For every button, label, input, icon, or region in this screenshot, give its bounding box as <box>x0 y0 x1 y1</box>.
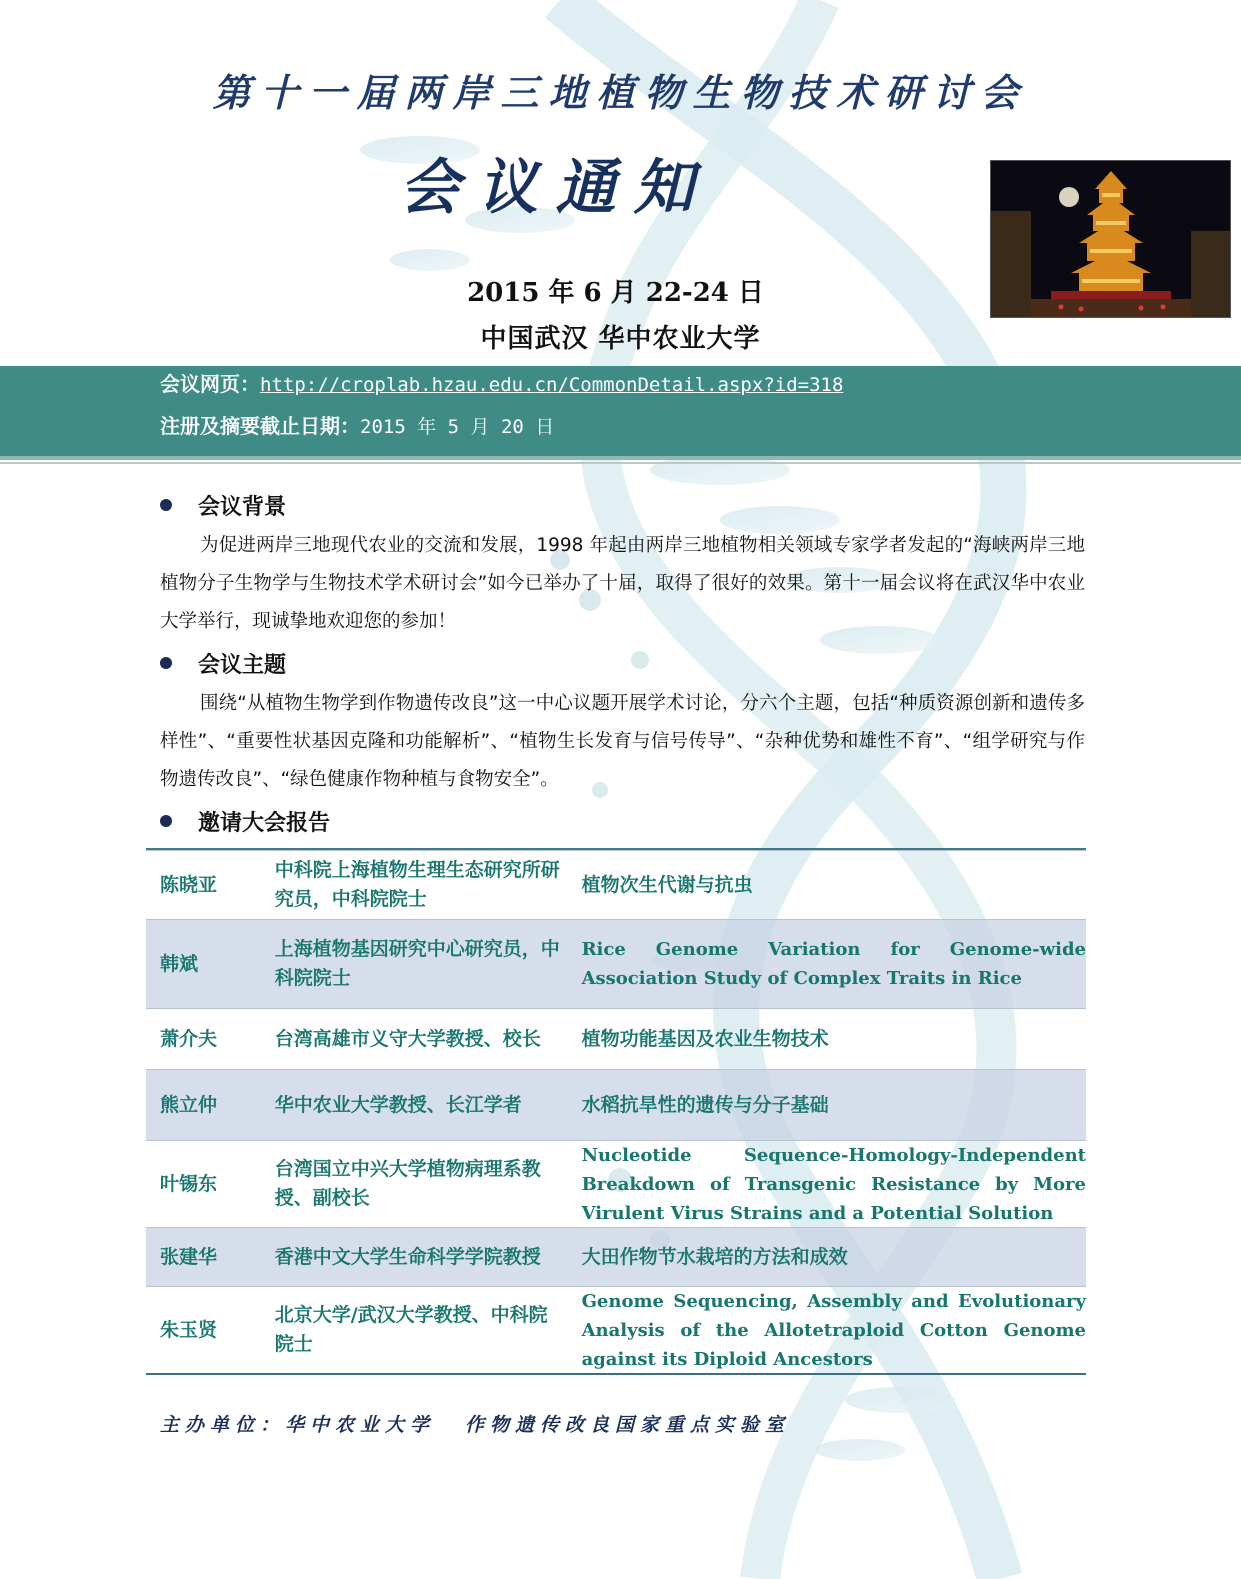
deadline-label: 注册及摘要截止日期： <box>160 414 360 438</box>
speaker-name: 熊立仲 <box>160 1093 218 1116</box>
talk-title: Nucleotide Sequence-Homology-Independent Breakdown of Transgenic Resistance by More Virulent Virus Strains and a Potential Solution <box>581 1144 1086 1224</box>
section-background-heading <box>160 490 286 521</box>
table-row <box>146 1286 1086 1373</box>
talk-title: 植物功能基因及农业生物技术 <box>581 1027 829 1050</box>
section-talks-heading <box>160 806 330 837</box>
band-divider <box>0 462 1241 464</box>
speaker-name: 陈晓亚 <box>160 873 218 896</box>
bullet-icon <box>160 657 172 669</box>
speaker-name: 叶锡东 <box>160 1172 218 1195</box>
talk-title: 大田作物节水栽培的方法和成效 <box>581 1245 848 1268</box>
talk-title: Rice Genome Variation for Genome-wide Association Study of Complex Traits in Rice <box>581 939 1086 989</box>
section-background-text: 为促进两岸三地现代农业的交流和发展，1998 年起由两岸三地植物相关领域专家学者发起的“海峡两岸三地植物分子生物学与生物技术学术研讨会”如今已举办了十届，取得了很好的效果。第十一届会议将在武汉华中农业大学举行，现诚挚地欢迎您的参加！ <box>160 535 1085 632</box>
organizer-lab: 作物遗传改良国家重点实验室 <box>465 1414 791 1436</box>
talk-title: 植物次生代谢与抗虫 <box>581 873 753 896</box>
conference-title: 第十一届两岸三地植物生物技术研讨会 <box>212 70 1029 115</box>
band-shadow <box>0 456 1241 460</box>
table-row <box>146 850 1086 919</box>
website-row <box>160 368 843 397</box>
speaker-affiliation: 香港中文大学生命科学学院教授 <box>274 1245 541 1268</box>
talk-title: 水稻抗旱性的遗传与分子基础 <box>581 1093 829 1116</box>
bullet-icon <box>160 499 172 511</box>
section-talks-title: 邀请大会报告 <box>198 811 331 836</box>
website-link[interactable]: http://croplab.hzau.edu.cn/CommonDetail.aspx?id=318 <box>260 374 844 396</box>
speaker-name: 萧介夫 <box>160 1027 218 1050</box>
section-background-title: 会议背景 <box>198 495 287 520</box>
speaker-name: 韩斌 <box>160 952 199 975</box>
speaker-affiliation: 华中农业大学教授、长江学者 <box>274 1093 522 1116</box>
conference-location: 中国武汉 华中农业大学 <box>480 324 761 354</box>
table-row <box>146 1008 1086 1069</box>
speaker-affiliation: 台湾国立中兴大学植物病理系教授、副校长 <box>274 1158 541 1209</box>
section-theme-heading <box>160 648 286 679</box>
bullet-icon <box>160 815 172 827</box>
speaker-name: 张建华 <box>160 1245 218 1268</box>
organizer-line <box>160 1410 790 1437</box>
deadline-value: 2015 年 5 月 20 日 <box>360 416 555 438</box>
table-row <box>146 919 1086 1008</box>
talk-title: Genome Sequencing, Assembly and Evolutionary Analysis of the Allotetraploid Cotton Genome against its Diploid Ancestors <box>581 1290 1086 1370</box>
table-row <box>146 1140 1086 1227</box>
website-label: 会议网页： <box>160 372 260 396</box>
table-row <box>146 1069 1086 1140</box>
notice-title: 会议通知 <box>399 153 712 223</box>
speaker-affiliation: 台湾高雄市义守大学教授、校长 <box>274 1027 541 1050</box>
organizer-university: 华中农业大学 <box>285 1414 436 1436</box>
section-theme-title: 会议主题 <box>198 653 287 678</box>
speaker-affiliation: 中科院上海植物生理生态研究所研究员，中科院院士 <box>274 859 560 910</box>
table-row <box>146 1227 1086 1286</box>
speaker-affiliation: 上海植物基因研究中心研究员，中科院院士 <box>274 938 560 989</box>
invited-talks-table <box>146 848 1086 1375</box>
organizer-label: 主办单位： <box>160 1414 286 1436</box>
deadline-row <box>160 410 554 439</box>
section-theme-text: 围绕“从植物生物学到作物遗传改良”这一中心议题开展学术讨论，分六个主题，包括“种质资源创新和遗传多样性”、“重要性状基因克隆和功能解析”、“植物生长发育与信号传导”、“杂种优势和雄性不育”、“组学研究与作物遗传改良”、“绿色健康作物种植与食物安全”。 <box>160 693 1085 790</box>
speaker-affiliation: 北京大学/武汉大学教授、中科院院士 <box>274 1304 548 1355</box>
info-band <box>0 366 1241 456</box>
speaker-name: 朱玉贤 <box>160 1318 218 1341</box>
conference-date: 2015 年 6 月 22-24 日 <box>467 278 764 308</box>
